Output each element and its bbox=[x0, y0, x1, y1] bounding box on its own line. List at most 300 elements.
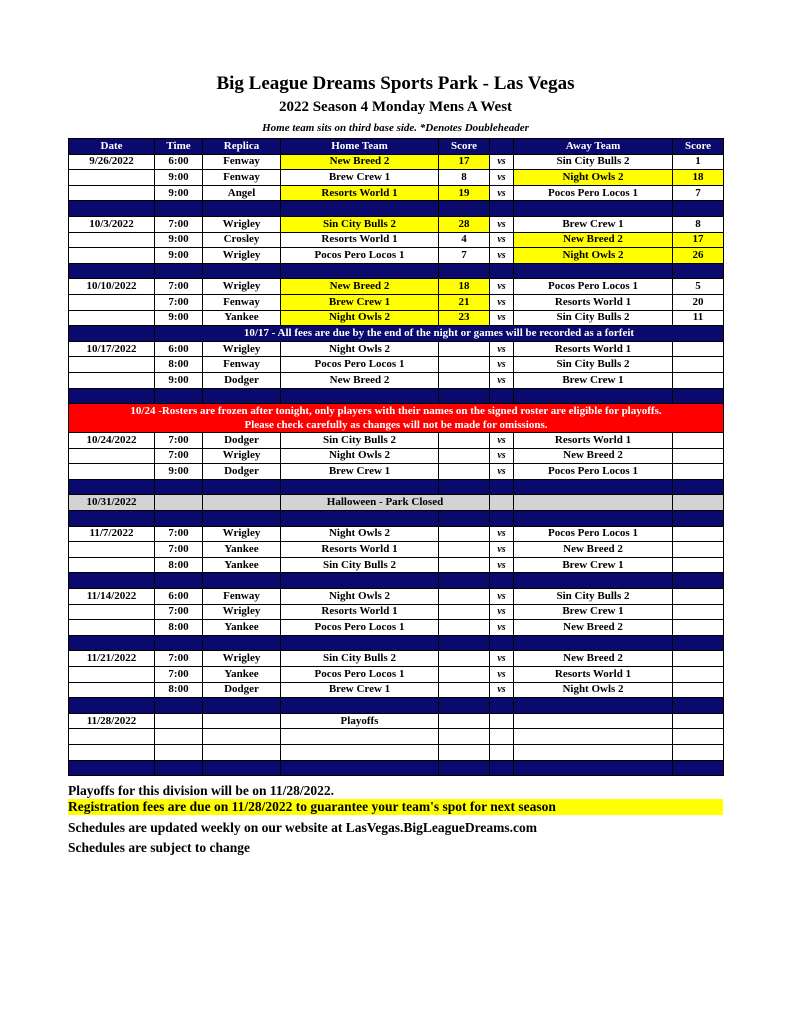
game-field: Wrigley bbox=[203, 604, 281, 620]
game-field: Dodger bbox=[203, 464, 281, 480]
away-score bbox=[673, 526, 724, 542]
home-team: Night Owls 2 bbox=[281, 526, 439, 542]
table-row bbox=[69, 542, 724, 558]
home-score: 23 bbox=[439, 310, 490, 326]
table-row bbox=[69, 216, 724, 232]
game-time: 7:00 bbox=[155, 279, 203, 295]
game-time: 8:00 bbox=[155, 682, 203, 698]
vs-label: vs bbox=[490, 279, 514, 295]
vs-label: vs bbox=[490, 154, 514, 170]
game-field bbox=[203, 744, 281, 760]
game-field bbox=[203, 729, 281, 745]
spacer-cell bbox=[514, 760, 673, 776]
spacer-cell bbox=[490, 479, 514, 495]
notice-blank bbox=[69, 326, 155, 342]
blank-cell bbox=[514, 495, 673, 511]
home-score: 19 bbox=[439, 185, 490, 201]
away-team: Brew Crew 1 bbox=[514, 216, 673, 232]
away-score bbox=[673, 589, 724, 605]
away-score: 11 bbox=[673, 310, 724, 326]
spacer-cell bbox=[673, 573, 724, 589]
away-team: Pocos Pero Locos 1 bbox=[514, 526, 673, 542]
away-score: 26 bbox=[673, 248, 724, 264]
game-time: 6:00 bbox=[155, 341, 203, 357]
home-score bbox=[439, 729, 490, 745]
away-score: 17 bbox=[673, 232, 724, 248]
vs-label: vs bbox=[490, 682, 514, 698]
spacer-cell bbox=[281, 573, 439, 589]
away-score bbox=[673, 464, 724, 480]
alert-line-2: Please check carefully as changes will not be made for omissions. bbox=[244, 419, 548, 432]
blank-cell bbox=[155, 495, 203, 511]
away-score: 20 bbox=[673, 294, 724, 310]
spacer-cell bbox=[490, 635, 514, 651]
vs-label bbox=[490, 729, 514, 745]
away-team: Resorts World 1 bbox=[514, 433, 673, 449]
game-date bbox=[69, 448, 155, 464]
alert-row bbox=[69, 404, 724, 433]
home-score bbox=[439, 713, 490, 729]
home-team: Resorts World 1 bbox=[281, 185, 439, 201]
vs-label: vs bbox=[490, 464, 514, 480]
vs-label bbox=[490, 744, 514, 760]
game-date: 11/28/2022 bbox=[69, 713, 155, 729]
spacer-cell bbox=[490, 201, 514, 217]
spacer-cell bbox=[69, 573, 155, 589]
game-time bbox=[155, 744, 203, 760]
home-score bbox=[439, 433, 490, 449]
spacer-cell bbox=[203, 479, 281, 495]
table-row bbox=[69, 154, 724, 170]
game-time: 9:00 bbox=[155, 170, 203, 186]
game-field: Fenway bbox=[203, 170, 281, 186]
away-team: Pocos Pero Locos 1 bbox=[514, 185, 673, 201]
spacer-cell bbox=[69, 635, 155, 651]
spacer-cell bbox=[439, 263, 490, 279]
away-score: 5 bbox=[673, 279, 724, 295]
home-score bbox=[439, 372, 490, 388]
game-date bbox=[69, 557, 155, 573]
table-row bbox=[69, 667, 724, 683]
home-score: 8 bbox=[439, 170, 490, 186]
game-date: 10/3/2022 bbox=[69, 216, 155, 232]
vs-label: vs bbox=[490, 310, 514, 326]
spacer-cell bbox=[514, 479, 673, 495]
vs-label: vs bbox=[490, 557, 514, 573]
spacer-cell bbox=[514, 388, 673, 404]
game-date bbox=[69, 372, 155, 388]
spacer-row bbox=[69, 201, 724, 217]
home-score: 17 bbox=[439, 154, 490, 170]
game-time: 7:00 bbox=[155, 667, 203, 683]
vs-label bbox=[490, 713, 514, 729]
table-row bbox=[69, 294, 724, 310]
away-score bbox=[673, 744, 724, 760]
col-header-time: Time bbox=[155, 139, 203, 155]
spacer-cell bbox=[203, 511, 281, 527]
home-score bbox=[439, 651, 490, 667]
spacer-cell bbox=[439, 479, 490, 495]
footer-playoffs-note: Playoffs for this division will be on 11/28/2022. bbox=[68, 783, 335, 798]
spacer-cell bbox=[514, 511, 673, 527]
game-time: 8:00 bbox=[155, 557, 203, 573]
away-team: Resorts World 1 bbox=[514, 667, 673, 683]
game-date bbox=[69, 248, 155, 264]
col-header-home-team: Home Team bbox=[281, 139, 439, 155]
home-team: Pocos Pero Locos 1 bbox=[281, 620, 439, 636]
game-field: Yankee bbox=[203, 542, 281, 558]
table-row bbox=[69, 170, 724, 186]
spacer-cell bbox=[281, 635, 439, 651]
away-score bbox=[673, 604, 724, 620]
vs-label: vs bbox=[490, 448, 514, 464]
away-score bbox=[673, 357, 724, 373]
home-score bbox=[439, 526, 490, 542]
spacer-row bbox=[69, 698, 724, 714]
spacer-cell bbox=[203, 263, 281, 279]
home-team: New Breed 2 bbox=[281, 279, 439, 295]
away-score: 1 bbox=[673, 154, 724, 170]
spacer-cell bbox=[281, 388, 439, 404]
vs-label: vs bbox=[490, 526, 514, 542]
away-team: Sin City Bulls 2 bbox=[514, 357, 673, 373]
vs-label: vs bbox=[490, 542, 514, 558]
away-score bbox=[673, 557, 724, 573]
spacer-cell bbox=[490, 263, 514, 279]
table-header-row bbox=[69, 139, 724, 155]
spacer-cell bbox=[155, 388, 203, 404]
closed-text: Halloween - Park Closed bbox=[281, 495, 490, 511]
spacer-cell bbox=[203, 760, 281, 776]
spacer-cell bbox=[155, 201, 203, 217]
home-score: 18 bbox=[439, 279, 490, 295]
game-date bbox=[69, 294, 155, 310]
spacer-cell bbox=[673, 479, 724, 495]
game-time: 9:00 bbox=[155, 248, 203, 264]
away-team: Brew Crew 1 bbox=[514, 604, 673, 620]
alert-line-1: 10/24 -Rosters are frozen after tonight, only players with their names on the signed roster are eligible for playoffs. bbox=[130, 405, 662, 418]
table-row bbox=[69, 357, 724, 373]
away-score bbox=[673, 372, 724, 388]
game-time: 8:00 bbox=[155, 620, 203, 636]
col-header-home-score: Score bbox=[439, 139, 490, 155]
home-team: Sin City Bulls 2 bbox=[281, 651, 439, 667]
game-time bbox=[155, 713, 203, 729]
home-team: Resorts World 1 bbox=[281, 604, 439, 620]
game-field: Wrigley bbox=[203, 526, 281, 542]
spacer-cell bbox=[673, 760, 724, 776]
spacer-cell bbox=[69, 388, 155, 404]
game-date: 9/26/2022 bbox=[69, 154, 155, 170]
alert-cell bbox=[69, 404, 724, 433]
vs-label: vs bbox=[490, 667, 514, 683]
game-field: Fenway bbox=[203, 154, 281, 170]
schedule-table bbox=[68, 138, 724, 776]
spacer-cell bbox=[673, 263, 724, 279]
home-score bbox=[439, 620, 490, 636]
spacer-cell bbox=[69, 760, 155, 776]
home-team: Pocos Pero Locos 1 bbox=[281, 357, 439, 373]
home-team: New Breed 2 bbox=[281, 372, 439, 388]
table-row bbox=[69, 526, 724, 542]
spacer-cell bbox=[490, 511, 514, 527]
table-row bbox=[69, 372, 724, 388]
table-row bbox=[69, 589, 724, 605]
vs-label: vs bbox=[490, 232, 514, 248]
spacer-row bbox=[69, 511, 724, 527]
game-field: Yankee bbox=[203, 310, 281, 326]
table-row bbox=[69, 604, 724, 620]
away-team: New Breed 2 bbox=[514, 620, 673, 636]
away-score bbox=[673, 651, 724, 667]
spacer-cell bbox=[673, 635, 724, 651]
home-team bbox=[281, 729, 439, 745]
vs-label: vs bbox=[490, 372, 514, 388]
spacer-row bbox=[69, 635, 724, 651]
game-time: 8:00 bbox=[155, 357, 203, 373]
game-time: 7:00 bbox=[155, 542, 203, 558]
away-score bbox=[673, 341, 724, 357]
game-date bbox=[69, 542, 155, 558]
game-time: 9:00 bbox=[155, 232, 203, 248]
spacer-cell bbox=[490, 388, 514, 404]
vs-label: vs bbox=[490, 294, 514, 310]
home-score: 4 bbox=[439, 232, 490, 248]
footer-website-note: Schedules are updated weekly on our website at LasVegas.BigLeagueDreams.com bbox=[68, 820, 538, 835]
game-field: Wrigley bbox=[203, 248, 281, 264]
game-date: 11/21/2022 bbox=[69, 651, 155, 667]
table-row bbox=[69, 651, 724, 667]
spacer-cell bbox=[281, 698, 439, 714]
spacer-cell bbox=[673, 698, 724, 714]
table-row bbox=[69, 729, 724, 745]
table-row bbox=[69, 682, 724, 698]
away-team: New Breed 2 bbox=[514, 448, 673, 464]
spacer-row bbox=[69, 479, 724, 495]
col-header-date: Date bbox=[69, 139, 155, 155]
game-field: Wrigley bbox=[203, 651, 281, 667]
game-field: Fenway bbox=[203, 294, 281, 310]
home-team: Pocos Pero Locos 1 bbox=[281, 248, 439, 264]
game-date bbox=[69, 310, 155, 326]
vs-label: vs bbox=[490, 341, 514, 357]
home-team: Brew Crew 1 bbox=[281, 170, 439, 186]
home-team: Brew Crew 1 bbox=[281, 682, 439, 698]
game-field: Angel bbox=[203, 185, 281, 201]
game-date: 11/7/2022 bbox=[69, 526, 155, 542]
home-score bbox=[439, 744, 490, 760]
spacer-cell bbox=[155, 263, 203, 279]
table-row bbox=[69, 341, 724, 357]
game-date: 11/14/2022 bbox=[69, 589, 155, 605]
col-header-vs bbox=[490, 139, 514, 155]
away-score bbox=[673, 667, 724, 683]
game-field: Dodger bbox=[203, 433, 281, 449]
home-team: New Breed 2 bbox=[281, 154, 439, 170]
spacer-row bbox=[69, 760, 724, 776]
away-score bbox=[673, 682, 724, 698]
spacer-cell bbox=[203, 201, 281, 217]
game-date bbox=[69, 682, 155, 698]
home-team: Night Owls 2 bbox=[281, 341, 439, 357]
vs-label: vs bbox=[490, 248, 514, 264]
spacer-cell bbox=[514, 698, 673, 714]
spacer-cell bbox=[439, 201, 490, 217]
game-date: 10/17/2022 bbox=[69, 341, 155, 357]
home-score: 28 bbox=[439, 216, 490, 232]
blank-cell bbox=[673, 495, 724, 511]
home-score: 21 bbox=[439, 294, 490, 310]
spacer-row bbox=[69, 573, 724, 589]
home-score bbox=[439, 557, 490, 573]
vs-label: vs bbox=[490, 433, 514, 449]
home-team: Sin City Bulls 2 bbox=[281, 216, 439, 232]
away-score bbox=[673, 729, 724, 745]
home-team: Brew Crew 1 bbox=[281, 464, 439, 480]
home-team: Brew Crew 1 bbox=[281, 294, 439, 310]
game-date: 10/10/2022 bbox=[69, 279, 155, 295]
game-date bbox=[69, 170, 155, 186]
away-team: New Breed 2 bbox=[514, 651, 673, 667]
table-row bbox=[69, 464, 724, 480]
away-team: Resorts World 1 bbox=[514, 341, 673, 357]
vs-label: vs bbox=[490, 216, 514, 232]
away-score bbox=[673, 448, 724, 464]
game-field: Wrigley bbox=[203, 341, 281, 357]
vs-label: vs bbox=[490, 620, 514, 636]
away-team: Brew Crew 1 bbox=[514, 372, 673, 388]
game-date bbox=[69, 729, 155, 745]
spacer-cell bbox=[203, 388, 281, 404]
game-field bbox=[203, 713, 281, 729]
table-row bbox=[69, 279, 724, 295]
game-date: 10/24/2022 bbox=[69, 433, 155, 449]
table-row bbox=[69, 310, 724, 326]
spacer-cell bbox=[155, 511, 203, 527]
spacer-cell bbox=[69, 263, 155, 279]
game-time bbox=[155, 729, 203, 745]
game-time: 7:00 bbox=[155, 448, 203, 464]
col-header-away-score: Score bbox=[673, 139, 724, 155]
spacer-cell bbox=[281, 263, 439, 279]
game-time: 9:00 bbox=[155, 310, 203, 326]
vs-label: vs bbox=[490, 185, 514, 201]
vs-label: vs bbox=[490, 604, 514, 620]
away-team: Night Owls 2 bbox=[514, 682, 673, 698]
home-score bbox=[439, 357, 490, 373]
spacer-cell bbox=[490, 573, 514, 589]
vs-label: vs bbox=[490, 170, 514, 186]
home-team: Night Owls 2 bbox=[281, 310, 439, 326]
home-score bbox=[439, 667, 490, 683]
spacer-row bbox=[69, 388, 724, 404]
spacer-row bbox=[69, 263, 724, 279]
table-row bbox=[69, 713, 724, 729]
schedule-body bbox=[69, 154, 724, 776]
table-row bbox=[69, 433, 724, 449]
spacer-cell bbox=[439, 698, 490, 714]
game-field: Dodger bbox=[203, 682, 281, 698]
table-row bbox=[69, 620, 724, 636]
spacer-cell bbox=[281, 511, 439, 527]
game-field: Yankee bbox=[203, 557, 281, 573]
home-team: Resorts World 1 bbox=[281, 542, 439, 558]
game-time: 9:00 bbox=[155, 464, 203, 480]
game-field: Wrigley bbox=[203, 216, 281, 232]
notice-row bbox=[69, 326, 724, 342]
home-score bbox=[439, 464, 490, 480]
home-score bbox=[439, 589, 490, 605]
footer-registration-note: Registration fees are due on 11/28/2022 to guarantee your team's spot for next season bbox=[68, 799, 723, 815]
spacer-cell bbox=[155, 698, 203, 714]
spacer-cell bbox=[439, 511, 490, 527]
game-time: 6:00 bbox=[155, 154, 203, 170]
game-date: 10/31/2022 bbox=[69, 495, 155, 511]
home-score bbox=[439, 542, 490, 558]
away-score bbox=[673, 433, 724, 449]
game-time: 7:00 bbox=[155, 433, 203, 449]
spacer-cell bbox=[155, 479, 203, 495]
game-date bbox=[69, 185, 155, 201]
home-score: 7 bbox=[439, 248, 490, 264]
schedule-note: Home team sits on third base side. *Denotes Doubleheader bbox=[262, 122, 529, 134]
away-team: Night Owls 2 bbox=[514, 170, 673, 186]
spacer-cell bbox=[155, 635, 203, 651]
away-team: Brew Crew 1 bbox=[514, 557, 673, 573]
away-team: Pocos Pero Locos 1 bbox=[514, 279, 673, 295]
game-time: 7:00 bbox=[155, 216, 203, 232]
spacer-cell bbox=[439, 760, 490, 776]
game-time: 7:00 bbox=[155, 651, 203, 667]
home-score bbox=[439, 448, 490, 464]
game-date bbox=[69, 744, 155, 760]
spacer-cell bbox=[281, 760, 439, 776]
spacer-cell bbox=[281, 201, 439, 217]
col-header-away-team: Away Team bbox=[514, 139, 673, 155]
game-date bbox=[69, 464, 155, 480]
game-date bbox=[69, 604, 155, 620]
spacer-cell bbox=[203, 573, 281, 589]
game-field: Wrigley bbox=[203, 279, 281, 295]
notice-text: 10/17 - All fees are due by the end of the night or games will be recorded as a forfeit bbox=[155, 326, 724, 342]
away-team: New Breed 2 bbox=[514, 542, 673, 558]
table-row bbox=[69, 232, 724, 248]
away-team bbox=[514, 713, 673, 729]
home-team: Sin City Bulls 2 bbox=[281, 557, 439, 573]
blank-cell bbox=[203, 495, 281, 511]
spacer-cell bbox=[203, 698, 281, 714]
spacer-cell bbox=[69, 511, 155, 527]
home-team bbox=[281, 744, 439, 760]
home-team: Playoffs bbox=[281, 713, 439, 729]
spacer-cell bbox=[281, 479, 439, 495]
game-date bbox=[69, 232, 155, 248]
away-team: Sin City Bulls 2 bbox=[514, 310, 673, 326]
spacer-cell bbox=[490, 698, 514, 714]
away-score bbox=[673, 713, 724, 729]
game-date bbox=[69, 667, 155, 683]
spacer-cell bbox=[439, 388, 490, 404]
game-field: Fenway bbox=[203, 357, 281, 373]
game-field: Fenway bbox=[203, 589, 281, 605]
spacer-cell bbox=[514, 635, 673, 651]
away-score: 7 bbox=[673, 185, 724, 201]
home-score bbox=[439, 682, 490, 698]
spacer-cell bbox=[69, 201, 155, 217]
home-team: Resorts World 1 bbox=[281, 232, 439, 248]
away-team bbox=[514, 729, 673, 745]
table-row bbox=[69, 448, 724, 464]
